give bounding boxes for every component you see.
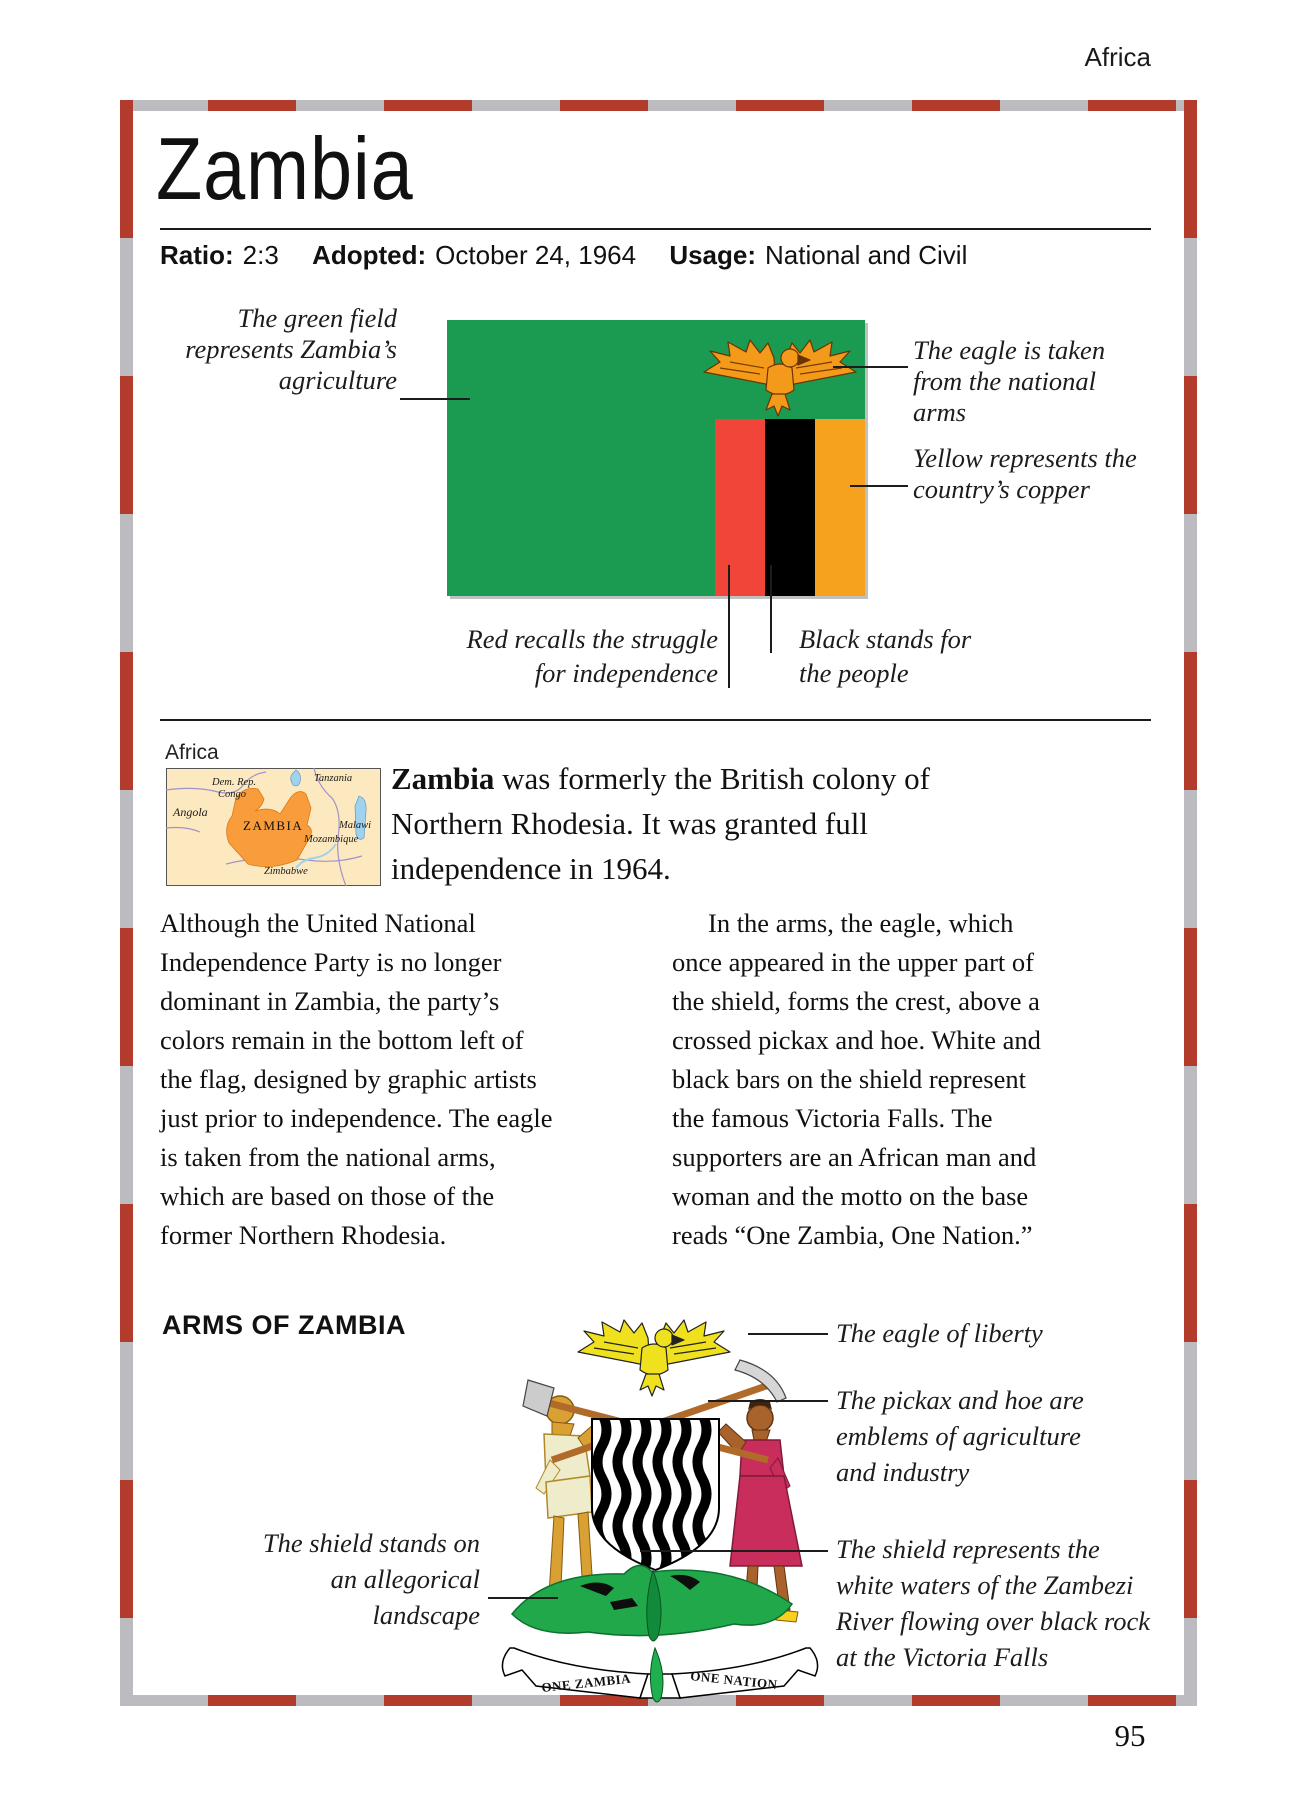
- callout-line-eagle: [833, 366, 908, 368]
- callout-line-arms-shield: [640, 1550, 828, 1552]
- page-border-top: [120, 100, 1197, 111]
- annotation-arms-landscape: The shield stands on an allegorical landscape: [262, 1528, 480, 1630]
- region-header: Africa: [1084, 42, 1151, 72]
- flag-stripe-orange: [815, 419, 865, 596]
- flag-illustration: [447, 320, 865, 596]
- annotation-green-field: The green field represents Zambia’s agriculture: [185, 303, 397, 395]
- section-rule: [160, 719, 1151, 721]
- page-border-left: [120, 100, 133, 1706]
- map-label-congo-1: Dem. Rep.: [212, 777, 257, 788]
- motto-one-zambia: ONE ZAMBIA: [540, 1670, 632, 1695]
- map-lake-malawi: [355, 796, 366, 839]
- annotation-black: Black stands for the people: [799, 624, 972, 688]
- callout-line-arms-landscape: [488, 1597, 558, 1599]
- intro-lead: Zambia: [391, 761, 495, 796]
- flag-meta-row: [160, 240, 993, 271]
- callout-line-red: [728, 565, 730, 688]
- page-number: 95: [1114, 1718, 1146, 1753]
- annotation-yellow: Yellow represents the country’s copper: [913, 443, 1137, 504]
- title-rule: [160, 228, 1151, 230]
- adopted-label: Adopted:: [312, 240, 427, 270]
- adopted-value: October 24, 1964: [435, 240, 637, 270]
- flag-stripes: [715, 419, 865, 596]
- intro-rest: was formerly the British colony of Northern Rhodesia. It was granted full independence in 1964.: [391, 761, 930, 886]
- callout-line-yellow: [850, 485, 908, 487]
- coat-of-arms: [490, 1318, 830, 1710]
- callout-line-arms-eagle: [748, 1333, 828, 1335]
- flag-eagle-icon: [700, 338, 862, 420]
- map-label-zambia: ZAMBIA: [243, 818, 304, 833]
- motto-one-nation: ONE NATION: [689, 1668, 779, 1693]
- flag-stripe-black: [765, 419, 815, 596]
- flag-stripe-red: [715, 419, 765, 596]
- map-label-malawi: Malawi: [339, 820, 372, 831]
- arms-heading: ARMS OF ZAMBIA: [162, 1310, 406, 1340]
- arms-motto-ribbon: [502, 1648, 817, 1702]
- usage-value: National and Civil: [765, 240, 968, 270]
- callout-line-arms-tools: [708, 1400, 828, 1402]
- map-label-zimbabwe: Zimbabwe: [264, 866, 308, 877]
- locator-map: [166, 768, 381, 886]
- page-title: Zambia: [156, 119, 414, 218]
- callout-line-green-field: [400, 398, 470, 400]
- page-border-right: [1184, 100, 1197, 1706]
- annotation-arms-tools: The pickax and hoe are emblems of agriculture and industry: [836, 1385, 1084, 1487]
- annotation-red: Red recalls the struggle for independence: [466, 624, 718, 688]
- map-label-tanzania: Tanzania: [314, 773, 353, 784]
- ratio-label: Ratio:: [160, 240, 234, 270]
- arms-eagle-icon: [578, 1320, 730, 1396]
- ratio-value: 2:3: [242, 240, 279, 270]
- callout-line-black: [770, 565, 772, 653]
- annotation-arms-shield: The shield represents the white waters of the Zambezi River flowing over black rock at the Victoria Falls: [836, 1534, 1150, 1672]
- body-column-right: In the arms, the eagle, which once appeared in the upper part of the shield, forms the crest, above a crossed pickax and hoe. White and black bars on the shield represent the famous Victoria Falls. The supporters are an African man and woman and the motto on the base reads “One Zambia, One Nation.”: [672, 908, 1041, 1250]
- annotation-eagle: The eagle is taken from the national arms: [913, 335, 1106, 427]
- annotation-arms-eagle: The eagle of liberty: [836, 1318, 1043, 1348]
- map-section-label: Africa: [165, 741, 219, 764]
- body-column-left: Although the United National Independence Party is no longer dominant in Zambia, the party’s colors remain in the bottom left of the flag, designed by graphic artists just prior to independence. The eagle is taken from the national arms, which are based on those of the former Northern Rhodesia.: [160, 908, 553, 1250]
- map-label-mozambique: Mozambique: [304, 834, 359, 845]
- map-label-angola: Angola: [173, 805, 208, 819]
- map-label-congo-2: Congo: [218, 789, 247, 800]
- usage-label: Usage:: [669, 240, 757, 270]
- intro-paragraph: [391, 756, 1023, 891]
